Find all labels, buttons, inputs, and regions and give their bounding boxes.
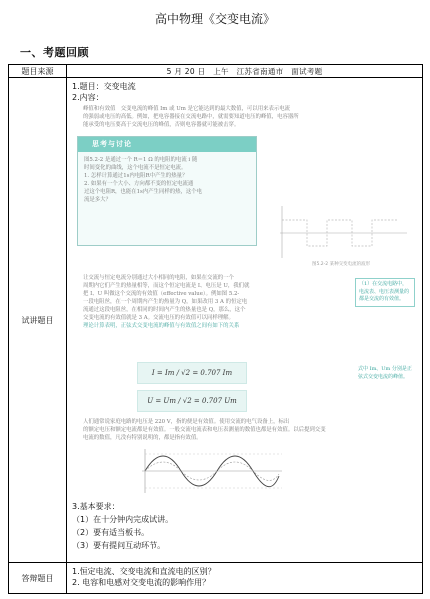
excerpt-line: 的强弱或电压的高低。例如，把电容器接在交流电路中，就需要知道电压的峰值，电容器所 (83, 114, 299, 120)
think-discuss-box (77, 136, 257, 246)
excerpt-line: 让交流与恒定电流分别通过大小相同的电阻，如果在交流的一个 (83, 275, 234, 281)
requirements-title: 3.基本要求： (72, 502, 120, 511)
think-line: 过这个电阻R，也能在1s内产生同样的热，这个电 (84, 189, 203, 195)
answer-question: 2. 电容和电感对交变电流的影响作用？ (72, 578, 211, 587)
think-line: 时间变化的曲线，这个电流不是恒定电流。 (84, 165, 187, 171)
think-line: 图5.2-2 是通过一个 R＝1 Ω 的电阻的电流 i 随 (84, 157, 198, 163)
excerpt-line: 流通过这段电阻丝，在相同的时间内产生的热量也是 Q，那么，这个 (83, 307, 246, 313)
current-waveform-figure (272, 198, 412, 268)
think-line: 流是多大？ (84, 197, 111, 203)
excerpt-line: 一段电阻丝，在一个周期内产生的热量为 Q，如果改用 3 A 的恒定电 (83, 299, 248, 305)
exam-table (8, 64, 423, 594)
answer-question: 1.恒定电流、交变电流和直流电的区别？ (72, 567, 216, 576)
excerpt-line: 把 I、U 叫做这个交流的有效值（effective value）。例如图 5.2- (83, 291, 240, 297)
textbook-excerpt-3 (83, 418, 413, 442)
table-row-answer (9, 563, 422, 594)
trial-label: 试讲题目 (9, 78, 67, 562)
trial-content-heading: 2.内容： (72, 93, 104, 102)
source-label: 题目来源 (9, 65, 67, 77)
formula-current: I = Im / √2 = 0.707 Im (137, 362, 247, 384)
side-note-1: （1）在交流电路中，电流表、电压表测量的都是交流的有效值。 (355, 278, 415, 307)
table-row-trial (9, 78, 422, 563)
formula-voltage: U = Um / √2 = 0.707 Um (137, 390, 247, 412)
think-box-title: 思考与讨论 (78, 137, 256, 152)
trial-content (67, 78, 422, 562)
requirement-item: （1）在十分钟内完成试讲。 (72, 515, 174, 524)
textbook-excerpt-2 (83, 274, 338, 330)
excerpt-line: 电流的数值，凡没有特别说明的，都是指有效值。 (83, 435, 202, 441)
answer-label: 答辩题目 (9, 563, 67, 594)
answer-content (67, 563, 422, 594)
excerpt-line: 峰值和有效值 交变电流的峰值 Im 或 Um 是它能达到的最大数值，可以用来表示电流 (83, 106, 291, 112)
trial-topic: 1.题目：交变电流 (72, 82, 136, 91)
table-row-source (9, 65, 422, 78)
requirement-item: （2）要有适当板书。 (72, 528, 150, 537)
excerpt-line: 能承受的电压要高于交流电压的峰值，否则电容器就可能被击穿。 (83, 122, 240, 128)
side-note-2: 式中 Im、Um 分别是正弦式交变电流的峰值。 (358, 366, 412, 380)
document-title: 高中物理《交变电流》 (154, 12, 275, 26)
figure-caption: 图5.2-2 某种交变电流的波形 (312, 262, 371, 267)
source-value: 5 月 20 日 上午 江苏省南通市 面试考题 (166, 66, 323, 76)
excerpt-line: 交变电流的有效值就是 3 A。交流电压的有效值可以同样理解。 (83, 315, 234, 321)
excerpt-line: 的额定电压和额定电流都是有效值。一般交流电流表和电压表测量的数值也都是有效值。以后提到交变 (83, 427, 326, 433)
excerpt-line: 人们通常说家庭电路的电压是 220 V，指的便是有效值。使用交流的电气设备上，标出 (83, 419, 290, 425)
section-heading: 一、考题回顾 (20, 46, 89, 59)
sine-wave-figure (137, 446, 287, 496)
excerpt-line: 理论计算表明，正弦式交变电流的峰值与有效值之间有如下的关系 (83, 323, 240, 329)
think-line: 2. 如果有一个大小、方向都不变的恒定电流通 (84, 181, 194, 187)
requirements-block (72, 501, 173, 553)
think-line: 1. 怎样计算通过1s内电阻R中产生的热量？ (84, 173, 188, 179)
excerpt-line: 周期内它们产生的热量相等，而这个恒定电流是 I、电压是 U，我们就 (83, 283, 250, 289)
textbook-excerpt-1 (83, 105, 413, 129)
requirement-item: （3）要有提问互动环节。 (72, 541, 166, 550)
